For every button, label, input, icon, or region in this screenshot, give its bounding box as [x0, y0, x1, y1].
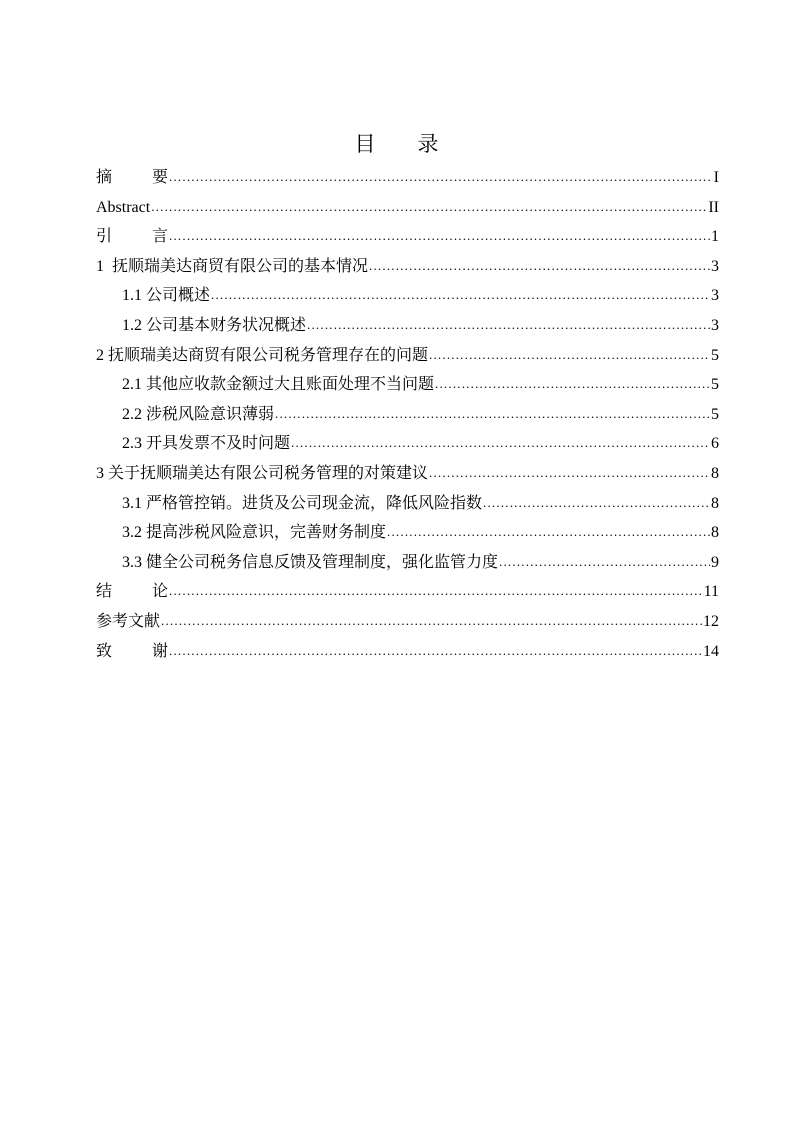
toc-entry-section-2-3[interactable] — [96, 429, 719, 459]
toc-entry-page: 5 — [711, 405, 719, 423]
toc-entry-page: 5 — [711, 376, 719, 394]
toc-entry-label: 摘 要 — [96, 169, 169, 186]
dot-leader — [369, 252, 710, 281]
toc-entry-page: 8 — [711, 464, 719, 482]
dot-leader — [169, 577, 703, 606]
toc-entry-page: 8 — [711, 524, 719, 542]
toc-entry-page: 12 — [703, 612, 719, 630]
toc-entry-chapter-1[interactable] — [96, 252, 719, 282]
toc-entry-section-2-2[interactable] — [96, 400, 719, 430]
toc-entry-abstract-en[interactable] — [96, 193, 719, 223]
toc-entry-label: 3 关于抚顺瑞美达有限公司税务管理的对策建议 — [96, 464, 429, 482]
dot-leader — [151, 193, 707, 222]
toc-entry-acknowledgements[interactable] — [96, 637, 719, 667]
toc-entry-label: 致 谢 — [96, 642, 169, 660]
dot-leader — [307, 311, 710, 340]
dot-leader — [429, 459, 710, 488]
toc-entry-label: 3.1 严格管控销。进货及公司现金流，降低风险指数 — [122, 494, 483, 512]
toc-entry-page: II — [708, 198, 719, 216]
dot-leader — [499, 548, 710, 577]
dot-leader — [169, 222, 710, 251]
toc-title-char-1: 目 — [354, 132, 376, 156]
dot-leader — [435, 370, 710, 399]
toc-entry-label: 2.3 开具发票不及时问题 — [122, 435, 291, 453]
toc-entry-conclusion[interactable] — [96, 577, 719, 607]
toc-entry-section-1-1[interactable] — [96, 281, 719, 311]
toc-entry-label: 3.2 提高涉税风险意识，完善财务制度 — [122, 524, 387, 542]
toc-entry-label: 2.1 其他应收款金额过大且账面处理不当问题 — [122, 376, 435, 394]
toc-title-char-2: 录 — [417, 132, 439, 156]
toc-list — [96, 163, 719, 666]
dot-leader — [275, 400, 710, 429]
toc-entry-page: 6 — [711, 435, 719, 453]
toc-entry-page: 11 — [703, 583, 719, 601]
toc-entry-page: 3 — [711, 316, 719, 334]
toc-entry-section-3-2[interactable] — [96, 518, 719, 548]
dot-leader — [161, 607, 702, 636]
toc-entry-section-3-3[interactable] — [96, 548, 719, 578]
dot-leader — [169, 163, 713, 192]
toc-entry-page: 14 — [703, 642, 719, 660]
toc-entry-page: 5 — [711, 346, 719, 364]
dot-leader — [387, 518, 710, 547]
toc-entry-abstract-cn[interactable] — [96, 163, 719, 193]
toc-entry-page: I — [713, 169, 719, 186]
toc-title — [0, 129, 793, 159]
toc-entry-label: 引 言 — [96, 228, 169, 246]
dot-leader — [429, 341, 710, 370]
toc-entry-section-2-1[interactable] — [96, 370, 719, 400]
toc-entry-section-3-1[interactable] — [96, 489, 719, 519]
toc-entry-page: 3 — [711, 257, 719, 275]
toc-entry-chapter-3[interactable] — [96, 459, 719, 489]
dot-leader — [211, 281, 710, 310]
toc-entry-label: 3.3 健全公司税务信息反馈及管理制度，强化监管力度 — [122, 553, 499, 571]
toc-entry-page: 1 — [711, 228, 719, 246]
toc-entry-label: 2.2 涉税风险意识薄弱 — [122, 405, 275, 423]
dot-leader — [483, 489, 710, 518]
toc-entry-page: 9 — [711, 553, 719, 571]
toc-entry-label: 1.1 公司概述 — [122, 287, 211, 305]
toc-entry-chapter-2[interactable] — [96, 341, 719, 371]
dot-leader — [291, 429, 710, 458]
toc-entry-section-1-2[interactable] — [96, 311, 719, 341]
toc-entry-label: 结 论 — [96, 583, 169, 601]
dot-leader — [169, 637, 702, 666]
toc-entry-label: 1.2 公司基本财务状况概述 — [122, 316, 307, 334]
toc-entry-label: Abstract — [96, 198, 151, 216]
toc-entry-label: 1 抚顺瑞美达商贸有限公司的基本情况 — [96, 257, 369, 275]
toc-entry-references[interactable] — [96, 607, 719, 637]
toc-entry-label: 参考文献 — [96, 612, 161, 630]
toc-entry-page: 3 — [711, 287, 719, 305]
toc-entry-page: 8 — [711, 494, 719, 512]
toc-entry-label: 2 抚顺瑞美达商贸有限公司税务管理存在的问题 — [96, 346, 429, 364]
toc-entry-introduction[interactable] — [96, 222, 719, 252]
